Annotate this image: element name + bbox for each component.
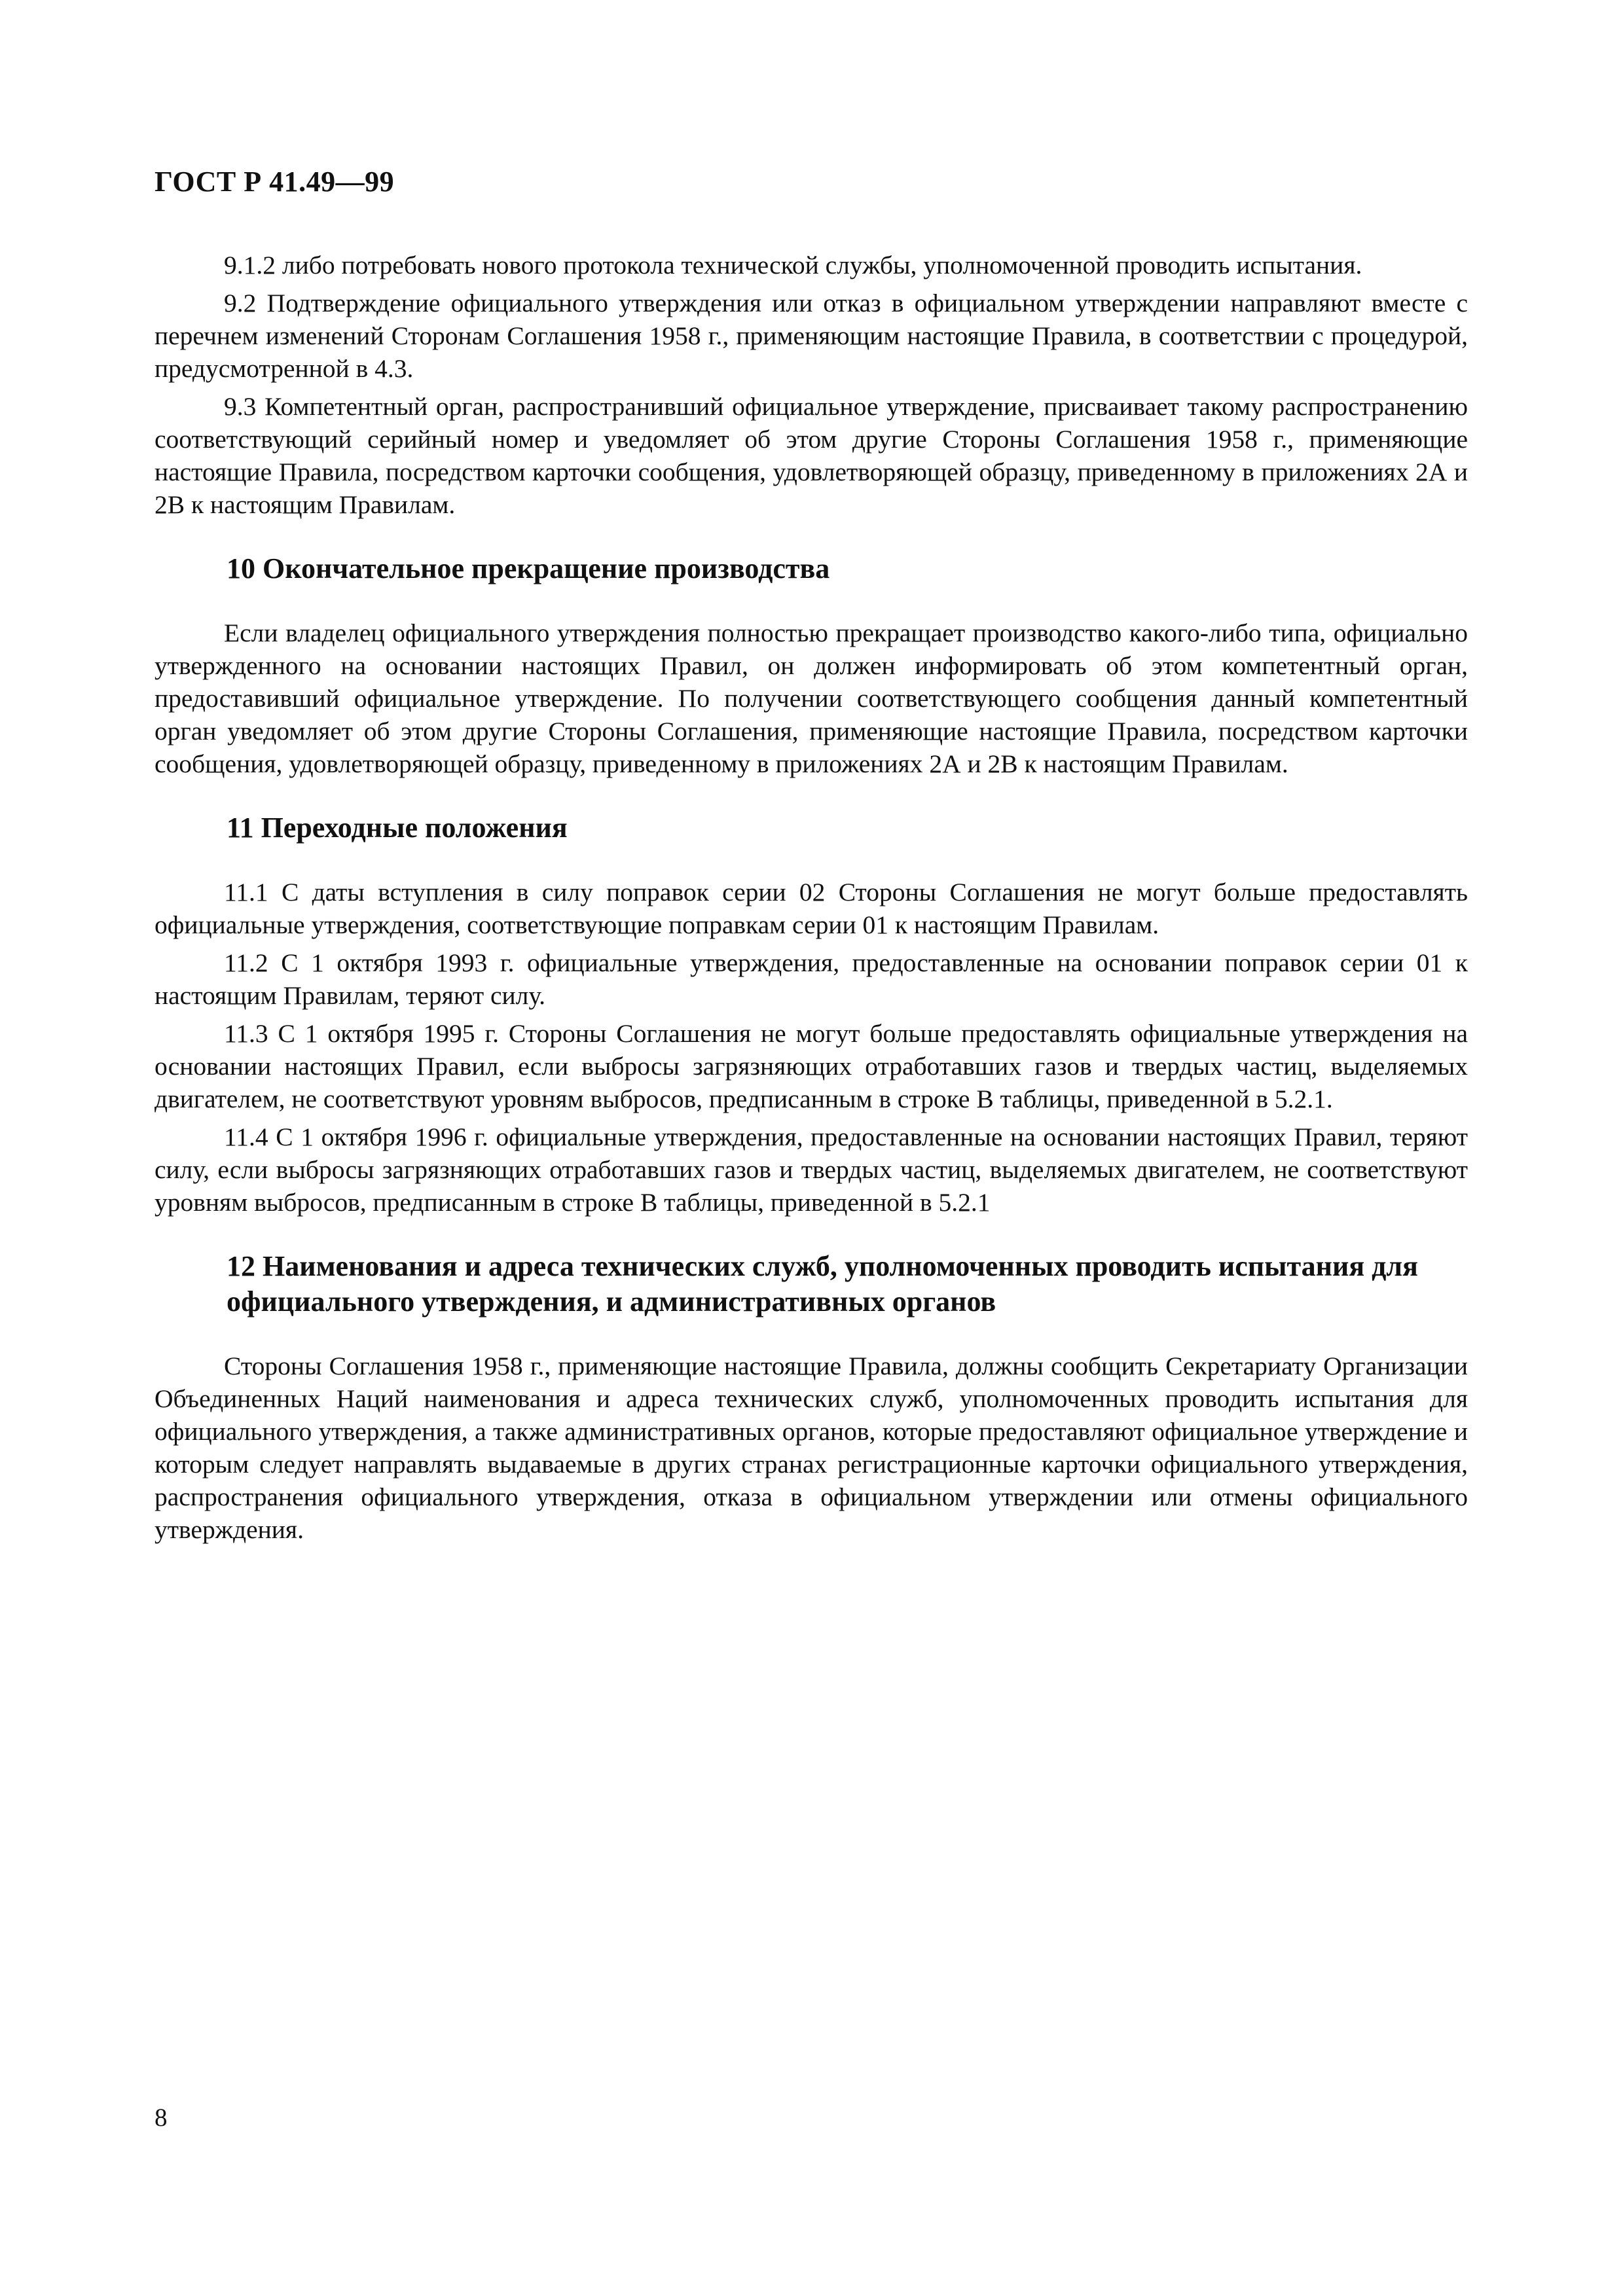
paragraph-11-2: 11.2 С 1 октября 1993 г. официальные утверждения, предоставленные на основании поправок серии 01 к настоящим Правилам, теряют силу. (155, 948, 1468, 1010)
paragraph-9-3: 9.3 Компетентный орган, распространивший официальное утверждение, присваивает такому распространению соответствующий серийный номер и уведомляет об этом другие Стороны Соглашения 1958 г., применяющие настоящие Правила, посредством карточки сообщения, удовлетворяющей образцу, приведенному в приложениях 2А и 2В к настоящим Правилам. (155, 392, 1468, 519)
document-code: ГОСТ Р 41.49—99 (155, 166, 395, 198)
section-heading-10: 10 Окончательное прекращение производства (227, 552, 830, 584)
paragraph-11-4: 11.4 С 1 октября 1996 г. официальные утверждения, предоставленные на основании настоящих Правил, теряют силу, если выбросы загрязняющих отработавших газов и твердых частиц, выделяемых двигателем, не соответствуют уровням выбросов, предписанным в строке В таблицы, приведенной в 5.2.1 (155, 1122, 1468, 1217)
section-heading-11: 11 Переходные положения (227, 812, 568, 844)
paragraph-11-3: 11.3 С 1 октября 1995 г. Стороны Соглашения не могут больше предоставлять официальные утверждения на основании настоящих Правил, если выбросы загрязняющих отработавших газов и твердых частиц, выделяемых двигателем, не соответствуют уровням выбросов, предписанным в строке В таблицы, приведенной в 5.2.1. (155, 1019, 1468, 1113)
paragraph-10: Если владелец официального утверждения полностью прекращает производство какого-либо типа, официально утвержденного на основании настоящих Правил, он должен информировать об этом компетентный орган, предоставивший официальное утверждение. По получении соответствующего сообщения данный компетентный орган уведомляет об этом другие Стороны Соглашения, применяющие настоящие Правила, посредством карточки сообщения, удовлетворяющей образцу, приведенному в приложениях 2А и 2В к настоящим Правилам. (155, 619, 1468, 778)
paragraph-11-1: 11.1 С даты вступления в силу поправок серии 02 Стороны Соглашения не могут больше предоставлять официальные утверждения, соответствующие поправкам серии 01 к настоящим Правилам. (155, 878, 1468, 939)
page-number: 8 (155, 2104, 168, 2132)
paragraph-9-1-2: 9.1.2 либо потребовать нового протокола технической службы, уполномоченной проводить испытания. (224, 251, 1362, 279)
document-body (155, 249, 1468, 1546)
section-heading-12: 12 Наименования и адреса технических служб, уполномоченных проводить испытания для официального утверждения, и административных органов (227, 1250, 1418, 1318)
paragraph-12: Стороны Соглашения 1958 г., применяющие настоящие Правила, должны сообщить Секретариату Организации Объединенных Наций наименования и адреса технических служб, уполномоченных проводить испытания для официального утверждения, а также административных органов, которые предоставляют официальное утверждение и которым следует направлять выдаваемые в других странах регистрационные карточки официального утверждения, распространения официального утверждения, отказа в официальном утверждении или отмены официального утверждения. (155, 1352, 1468, 1544)
paragraph-9-2: 9.2 Подтверждение официального утверждения или отказ в официальном утверждении направляют вместе с перечнем изменений Сторонам Соглашения 1958 г., применяющим настоящие Правила, в соответствии с процедурой, предусмотренной в 4.3. (155, 289, 1468, 383)
